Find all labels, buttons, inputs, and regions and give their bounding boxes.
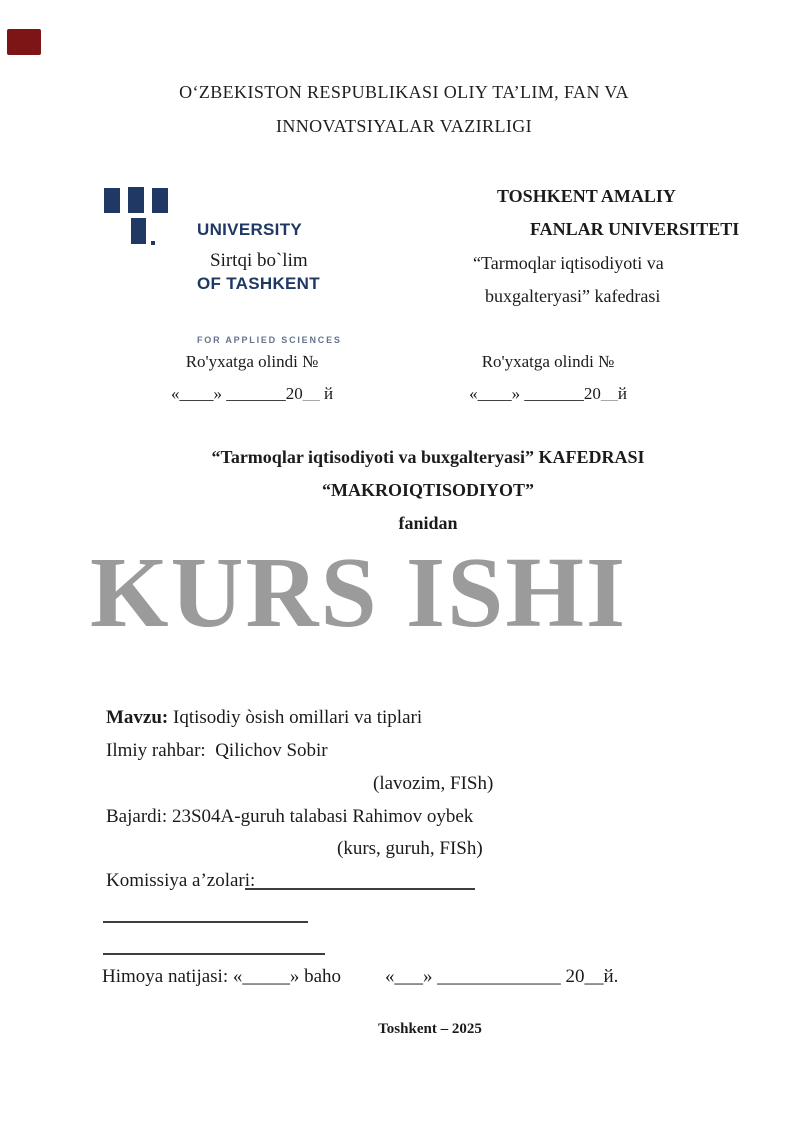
lavozim-note: (lavozim, FISh) xyxy=(373,773,494,794)
logo-word-line1: UNIVERSITY xyxy=(197,220,303,239)
city-year-footer: Toshkent – 2025 xyxy=(378,1021,482,1037)
logo-square-icon xyxy=(131,218,146,244)
university-dept-line1: “Tarmoqlar iqtisodiyoti va xyxy=(473,253,664,273)
registration-left-line xyxy=(147,384,357,404)
logo-wordmark xyxy=(197,185,342,363)
himoya-result-right: «___» _____________ 20__й. xyxy=(385,966,619,987)
red-marker xyxy=(7,29,41,55)
department-branch-label: Sirtqi bo`lim xyxy=(210,250,308,271)
logo-square-icon xyxy=(104,188,120,213)
bajardi-line: Bajardi: 23S04A-guruh talabasi Rahimov oybek xyxy=(106,806,474,827)
mavzu-text: Iqtisodiy òsish omillari va tiplari xyxy=(168,707,423,728)
mavzu-label: Mavzu: xyxy=(106,707,169,728)
komissiya-label: Komissiya a’zolari: xyxy=(106,870,256,891)
subject-line: “MAKROIQTISODIYOT” xyxy=(321,480,535,500)
logo-square-icon xyxy=(152,188,168,213)
logo-word-line2: OF TASHKENT xyxy=(197,274,320,293)
registration-left-title: Ro'yxatga olindi № xyxy=(185,352,319,371)
logo-tagline: FOR APPLIED SCIENCES xyxy=(197,335,342,345)
logo-dot-icon xyxy=(151,241,155,245)
registration-right-line xyxy=(443,384,653,404)
komissiya-signature-line xyxy=(245,888,475,890)
fanidan-line: fanidan xyxy=(398,513,458,533)
rahbar-line: Ilmiy rahbar: Qilichov Sobir xyxy=(106,740,328,761)
kafedra-line: “Tarmoqlar iqtisodiyoti va buxgalteryasi” KAFEDRASI xyxy=(211,447,645,467)
himoya-result-left: Himoya natijasi: «_____» baho xyxy=(102,966,342,987)
kurs-guruh-note: (kurs, guruh, FISh) xyxy=(337,838,483,859)
course-work-title: KURS ISHI xyxy=(90,536,628,648)
logo-square-icon xyxy=(128,187,144,213)
registration-right-blank: __ xyxy=(600,384,618,403)
registration-left-blank: __ xyxy=(302,384,320,403)
university-name-line1: TOSHKENT AMALIY xyxy=(497,186,676,206)
registration-left-suffix: й xyxy=(319,384,334,403)
registration-right-suffix: й xyxy=(617,384,627,403)
ministry-title-line1: O‘ZBEKISTON RESPUBLIKASI OLIY TA’LIM, FAN VA xyxy=(179,82,629,102)
university-logo-icon xyxy=(104,187,174,249)
ministry-title-line2: INNOVATSIYALAR VAZIRLIGI xyxy=(275,116,533,136)
registration-left-prefix: «____» _______20 xyxy=(170,384,303,403)
mavzu-line xyxy=(106,707,422,729)
signature-line xyxy=(103,921,308,923)
university-dept-line2: buxgalteryasi” kafedrasi xyxy=(485,286,661,306)
registration-right-title: Ro'yxatga olindi № xyxy=(481,352,615,371)
signature-line xyxy=(103,953,325,955)
university-name-line2: FANLAR UNIVERSITETI xyxy=(530,219,740,239)
registration-right-prefix: «____» _______20 xyxy=(469,384,601,403)
